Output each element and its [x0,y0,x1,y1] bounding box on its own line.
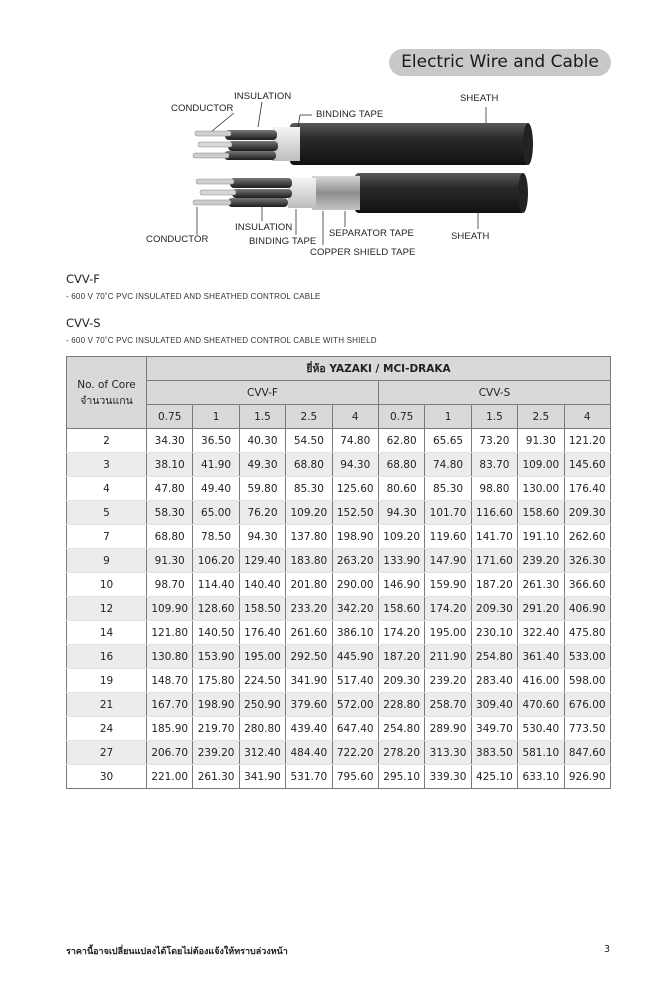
label-conductor-top: CONDUCTOR [171,103,234,114]
price-cell: 174.20 [425,597,471,621]
price-cell: 183.80 [286,549,332,573]
price-cell: 278.20 [378,741,424,765]
core-count-cell: 12 [67,597,147,621]
price-cell: 38.10 [147,453,193,477]
price-cell: 383.50 [471,741,517,765]
price-cell: 176.40 [564,477,610,501]
price-cell: 109.20 [286,501,332,525]
price-cell: 773.50 [564,717,610,741]
price-cell: 36.50 [193,429,239,453]
price-cell: 209.30 [378,669,424,693]
core-count-cell: 24 [67,717,147,741]
price-cell: 598.00 [564,669,610,693]
table-row [67,765,611,789]
price-cell: 148.70 [147,669,193,693]
price-cell: 73.20 [471,429,517,453]
price-cell: 647.40 [332,717,378,741]
price-cell: 341.90 [286,669,332,693]
price-cell: 292.50 [286,645,332,669]
price-cell: 258.70 [425,693,471,717]
price-cell: 198.90 [332,525,378,549]
core-count-cell: 7 [67,525,147,549]
price-cell: 795.60 [332,765,378,789]
price-cell: 445.90 [332,645,378,669]
price-cell: 312.40 [239,741,285,765]
price-cell: 101.70 [425,501,471,525]
table-row [67,597,611,621]
price-cell: 65.00 [193,501,239,525]
price-cell: 74.80 [425,453,471,477]
price-cell: 49.40 [193,477,239,501]
price-cell: 295.10 [378,765,424,789]
price-cell: 633.10 [518,765,564,789]
price-cell: 406.90 [564,597,610,621]
price-cell: 290.00 [332,573,378,597]
table-row [67,621,611,645]
table-row [67,549,611,573]
price-cell: 254.80 [471,645,517,669]
price-cell: 254.80 [378,717,424,741]
price-cell: 484.40 [286,741,332,765]
price-cell: 291.20 [518,597,564,621]
price-cell: 283.40 [471,669,517,693]
price-cell: 416.00 [518,669,564,693]
price-cell: 722.20 [332,741,378,765]
price-cell: 262.60 [564,525,610,549]
price-cell: 98.70 [147,573,193,597]
size-header-cell: 0.75 [378,405,424,429]
core-count-cell: 14 [67,621,147,645]
size-header-cell: 2.5 [286,405,332,429]
core-count-cell: 10 [67,573,147,597]
price-cell: 47.80 [147,477,193,501]
price-cell: 130.00 [518,477,564,501]
price-cell: 129.40 [239,549,285,573]
price-cell: 261.30 [518,573,564,597]
price-cell: 475.80 [564,621,610,645]
price-cell: 62.80 [378,429,424,453]
cable-diagram [0,85,661,265]
label-separator-tape: SEPARATOR TAPE [329,228,414,239]
price-cell: 239.20 [193,741,239,765]
price-cell: 106.20 [193,549,239,573]
price-cell: 195.00 [239,645,285,669]
price-cell: 140.50 [193,621,239,645]
price-cell: 49.30 [239,453,285,477]
price-cell: 261.60 [286,621,332,645]
price-cell: 94.30 [378,501,424,525]
core-count-header [67,357,147,429]
table-row [67,741,611,765]
section-desc-cvv-s: - 600 V 70˚C PVC INSULATED AND SHEATHED CONTROL CABLE WITH SHIELD [66,336,377,345]
price-cell: 313.30 [425,741,471,765]
section-title-cvv-f: CVV-F [66,272,100,286]
core-count-cell: 27 [67,741,147,765]
size-header-cell: 1 [193,405,239,429]
price-cell: 141.70 [471,525,517,549]
price-cell: 41.90 [193,453,239,477]
price-cell: 121.20 [564,429,610,453]
price-cell: 847.60 [564,741,610,765]
price-cell: 239.20 [425,669,471,693]
cable-cvv-s [193,173,528,213]
price-cell: 76.20 [239,501,285,525]
price-cell: 926.90 [564,765,610,789]
price-cell: 121.80 [147,621,193,645]
table-row [67,645,611,669]
section-title-cvv-s: CVV-S [66,316,101,330]
price-cell: 68.80 [147,525,193,549]
price-cell: 153.90 [193,645,239,669]
price-cell: 94.30 [332,453,378,477]
brand-header: ยี่ห้อ YAZAKI / MCI-DRAKA [147,357,611,381]
price-cell: 174.20 [378,621,424,645]
price-cell: 65.65 [425,429,471,453]
price-cell: 34.30 [147,429,193,453]
price-cell: 191.10 [518,525,564,549]
price-cell: 280.80 [239,717,285,741]
table-row [67,477,611,501]
price-cell: 233.20 [286,597,332,621]
price-cell: 187.20 [378,645,424,669]
label-insulation-top: INSULATION [234,91,292,102]
price-cell: 59.80 [239,477,285,501]
table-row [67,501,611,525]
cable-cvv-f [193,123,533,165]
price-cell: 219.70 [193,717,239,741]
price-cell: 341.90 [239,765,285,789]
label-copper-shield-tape: COPPER SHIELD TAPE [310,247,416,258]
core-count-header-en: No. of Core [77,378,136,391]
price-cell: 209.30 [564,501,610,525]
price-cell: 581.10 [518,741,564,765]
price-cell: 147.90 [425,549,471,573]
price-cell: 361.40 [518,645,564,669]
table-row [67,717,611,741]
core-count-cell: 4 [67,477,147,501]
price-cell: 230.10 [471,621,517,645]
price-cell: 114.40 [193,573,239,597]
price-cell: 94.30 [239,525,285,549]
price-cell: 379.60 [286,693,332,717]
price-cell: 366.60 [564,573,610,597]
price-cell: 158.60 [378,597,424,621]
price-cell: 159.90 [425,573,471,597]
label-sheath-top: SHEATH [460,93,499,104]
size-header-cell: 4 [564,405,610,429]
price-cell: 439.40 [286,717,332,741]
size-header-cell: 2.5 [518,405,564,429]
price-cell: 198.90 [193,693,239,717]
price-cell: 109.90 [147,597,193,621]
price-cell: 386.10 [332,621,378,645]
price-cell: 83.70 [471,453,517,477]
price-table [66,356,611,789]
price-cell: 167.70 [147,693,193,717]
price-cell: 146.90 [378,573,424,597]
price-cell: 54.50 [286,429,332,453]
section-desc-cvv-f: - 600 V 70˚C PVC INSULATED AND SHEATHED CONTROL CABLE [66,292,321,301]
price-cell: 158.50 [239,597,285,621]
price-cell: 531.70 [286,765,332,789]
price-table-header [67,357,611,429]
price-cell: 322.40 [518,621,564,645]
page-title: Electric Wire and Cable [389,49,611,76]
core-count-cell: 30 [67,765,147,789]
label-insulation-bottom: INSULATION [235,222,293,233]
price-cell: 263.20 [332,549,378,573]
core-count-cell: 21 [67,693,147,717]
price-cell: 239.20 [518,549,564,573]
price-cell: 201.80 [286,573,332,597]
price-cell: 68.80 [378,453,424,477]
price-cell: 140.40 [239,573,285,597]
price-cell: 128.60 [193,597,239,621]
table-row [67,669,611,693]
price-cell: 98.80 [471,477,517,501]
size-header-row [67,405,611,429]
price-cell: 116.60 [471,501,517,525]
price-cell: 80.60 [378,477,424,501]
table-row [67,429,611,453]
footer-note: ราคานี้อาจเปลี่ยนแปลงได้โดยไม่ต้องแจ้งให้ทราบล่วงหน้า [66,947,288,957]
price-cell: 78.50 [193,525,239,549]
price-cell: 517.40 [332,669,378,693]
price-cell: 425.10 [471,765,517,789]
label-binding-tape-top: BINDING TAPE [316,109,384,120]
price-cell: 175.80 [193,669,239,693]
table-row [67,525,611,549]
price-cell: 91.30 [147,549,193,573]
price-cell: 85.30 [425,477,471,501]
label-binding-tape-bottom: BINDING TAPE [249,236,317,247]
price-cell: 187.20 [471,573,517,597]
price-cell: 176.40 [239,621,285,645]
core-count-cell: 2 [67,429,147,453]
label-conductor-bottom: CONDUCTOR [146,234,209,245]
core-count-cell: 16 [67,645,147,669]
core-count-cell: 3 [67,453,147,477]
price-cell: 195.00 [425,621,471,645]
price-cell: 209.30 [471,597,517,621]
core-count-header-th: จำนวนแกน [80,394,133,407]
price-cell: 68.80 [286,453,332,477]
price-cell: 74.80 [332,429,378,453]
price-cell: 109.00 [518,453,564,477]
group-header-cvv-f: CVV-F [147,381,379,405]
price-cell: 133.90 [378,549,424,573]
price-cell: 130.80 [147,645,193,669]
size-header-cell: 1 [425,405,471,429]
core-count-cell: 19 [67,669,147,693]
size-header-cell: 0.75 [147,405,193,429]
price-cell: 152.50 [332,501,378,525]
price-cell: 91.30 [518,429,564,453]
price-cell: 137.80 [286,525,332,549]
price-cell: 470.60 [518,693,564,717]
price-cell: 58.30 [147,501,193,525]
group-header-cvv-s: CVV-S [378,381,610,405]
price-cell: 224.50 [239,669,285,693]
price-cell: 261.30 [193,765,239,789]
price-cell: 109.20 [378,525,424,549]
price-cell: 676.00 [564,693,610,717]
price-cell: 530.40 [518,717,564,741]
size-header-cell: 1.5 [239,405,285,429]
page-number: 3 [604,944,611,955]
price-cell: 342.20 [332,597,378,621]
price-cell: 309.40 [471,693,517,717]
price-cell: 145.60 [564,453,610,477]
price-cell: 171.60 [471,549,517,573]
price-cell: 40.30 [239,429,285,453]
price-cell: 206.70 [147,741,193,765]
table-row [67,573,611,597]
size-header-cell: 1.5 [471,405,517,429]
price-cell: 339.30 [425,765,471,789]
price-cell: 533.00 [564,645,610,669]
price-cell: 119.60 [425,525,471,549]
price-cell: 289.90 [425,717,471,741]
size-header-cell: 4 [332,405,378,429]
price-cell: 349.70 [471,717,517,741]
price-cell: 572.00 [332,693,378,717]
label-sheath-bottom: SHEATH [451,231,490,242]
price-cell: 125.60 [332,477,378,501]
price-cell: 228.80 [378,693,424,717]
price-cell: 326.30 [564,549,610,573]
core-count-cell: 5 [67,501,147,525]
price-cell: 211.90 [425,645,471,669]
price-cell: 250.90 [239,693,285,717]
core-count-cell: 9 [67,549,147,573]
table-row [67,693,611,717]
price-cell: 85.30 [286,477,332,501]
price-cell: 185.90 [147,717,193,741]
price-cell: 221.00 [147,765,193,789]
price-table-body [67,429,611,789]
table-row [67,453,611,477]
price-cell: 158.60 [518,501,564,525]
